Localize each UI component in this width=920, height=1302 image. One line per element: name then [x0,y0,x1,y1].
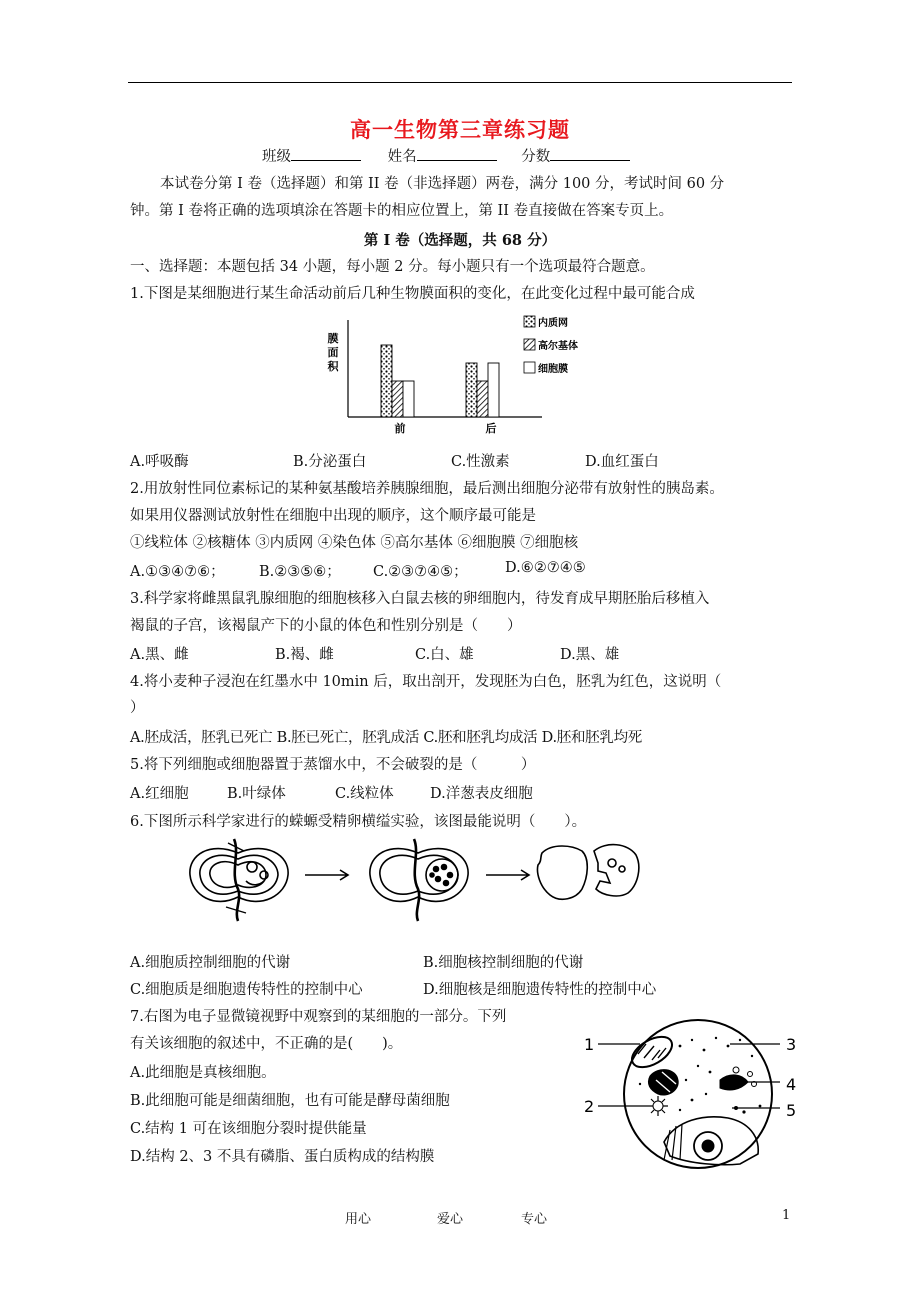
bar-after-series-3 [488,363,499,417]
bar-before-series-3 [403,381,414,417]
bar-after-series-2 [477,381,488,417]
q6-stem: 6.下图所示科学家进行的蝾螈受精卵横缢实验，该图最能说明（ ）。 [130,814,587,830]
q7-option-a[interactable]: A.此细胞是真核细胞。 [130,1065,276,1081]
q3-option-d[interactable]: D.黑、雄 [560,647,620,663]
arrow-1 [305,870,348,880]
page-title: 高一生物第三章练习题 [350,117,570,142]
footer-motto-1: 用心 [345,1212,372,1227]
section-heading: 第 I 卷（选择题，共 68 分） [363,232,557,249]
q1-option-a[interactable]: A.呼吸酶 [130,454,189,470]
q6-option-d[interactable]: D.细胞核是细胞遗传特性的控制中心 [423,982,657,998]
q6-option-b[interactable]: B.细胞核控制细胞的代谢 [423,955,584,971]
q6-option-c[interactable]: C.细胞质是细胞遗传特性的控制中心 [130,982,363,998]
bar-before-series-1 [381,345,392,417]
q1-option-c[interactable]: C.性激素 [451,454,510,470]
q3-option-a[interactable]: A.黑、雌 [130,647,189,663]
section-instructions: 一、选择题：本题包括 34 小题，每小题 2 分。每小题只有一个选项最符合题意。 [130,259,655,275]
q4-stem-2: ） [130,700,145,716]
chart-ylabel-3: 积 [327,360,339,373]
q7-cell-micrograph [580,1010,810,1180]
q7-option-d[interactable]: D.结构 2、3 不具有磷脂、蛋白质构成的结构膜 [130,1149,435,1165]
legend-swatch-golgi [524,339,535,350]
q3-stem-2: 褐鼠的子宫，该褐鼠产下的小鼠的体色和性别分别是（ ） [130,618,522,634]
q3-option-c[interactable]: C.白、雄 [415,647,474,663]
embryo-halves [538,845,639,900]
q5-option-a[interactable]: A.红细胞 [130,786,189,802]
q1-option-d[interactable]: D.血红蛋白 [585,454,659,470]
q7-stem-2: 有关该细胞的叙述中，不正确的是( )。 [130,1036,403,1052]
q1-stem: 1.下图是某细胞进行某生命活动前后几种生物膜面积的变化，在此变化过程中最可能合成 [130,286,695,302]
q3-option-b[interactable]: B.褐、雌 [275,647,334,663]
legend-swatch-er [524,316,535,327]
q2-option-a[interactable]: A.①③④⑦⑥； [130,564,225,580]
q6-newt-egg-figure [180,833,650,925]
legend-swatch-membrane [524,362,535,373]
q7-option-b[interactable]: B.此细胞可能是细菌细胞，也有可能是酵母菌细胞 [130,1093,450,1109]
q3-stem-1: 3.科学家将雌黑鼠乳腺细胞的细胞核移入白鼠去核的卵细胞内，待发育成早期胚胎后移植入 [130,591,710,607]
q2-option-c[interactable]: C.②③⑦④⑤； [373,564,468,580]
chart-category-after: 后 [485,422,497,435]
student-info-row [262,145,920,168]
class-blank[interactable] [291,145,361,161]
golgi-4 [720,1067,757,1090]
name-label: 姓名 [387,149,417,165]
egg-after-division [370,839,468,921]
legend-label-er: 内质网 [538,318,568,329]
figure-label-4: 4 [786,1075,797,1094]
chart-ylabel-2: 面 [327,346,339,359]
header-rule [128,82,792,83]
footer-motto-3: 专心 [521,1212,548,1227]
bar-after-series-1 [466,363,477,417]
legend-label-membrane: 细胞膜 [538,364,568,375]
class-label: 班级 [262,149,291,165]
q1-option-b[interactable]: B.分泌蛋白 [293,454,367,470]
q4-stem-1: 4.将小麦种子浸泡在红墨水中 10min 后，取出剖开，发现胚为白色，胚乳为红色，这说明（ [130,674,722,690]
q2-option-d[interactable]: D.⑥②⑦④⑤ [505,560,586,576]
q1-bar-chart [320,310,600,438]
q7-option-c[interactable]: C.结构 1 可在该细胞分裂时提供能量 [130,1121,367,1137]
figure-label-3: 3 [786,1035,797,1054]
q2-stem-1: 2.用放射性同位素标记的某种氨基酸培养胰腺细胞，最后测出细胞分泌带有放射性的胰岛素。 [130,481,724,497]
organelle-blob [648,1070,678,1095]
intro-line-2: 钟。第 I 卷将正确的选项填涂在答题卡的相应位置上，第 II 卷直接做在答案专页上。 [130,203,674,219]
intro-line-1: 本试卷分第 I 卷（选择题）和第 II 卷（非选择题）两卷，满分 100 分，考试时间 60 分 [160,176,725,192]
arrow-2 [486,870,529,880]
q2-option-b[interactable]: B.②③⑤⑥； [259,564,341,580]
figure-label-2: 2 [584,1097,595,1116]
legend-label-golgi: 高尔基体 [538,341,578,352]
footer-motto-2: 爱心 [437,1212,464,1227]
nucleus-region [664,1117,758,1165]
q4-options[interactable]: A.胚成活，胚乳已死亡 B.胚已死亡，胚乳成活 C.胚和胚乳均成活 D.胚和胚乳均死 [130,730,642,746]
score-label: 分数 [521,149,551,165]
q5-option-c[interactable]: C.线粒体 [335,786,394,802]
q2-items: ①线粒体 ②核糖体 ③内质网 ④染色体 ⑤高尔基体 ⑥细胞膜 ⑦细胞核 [130,535,579,551]
figure-label-1: 1 [584,1035,595,1054]
q7-stem-1: 7.右图为电子显微镜视野中观察到的某细胞的一部分。下列 [130,1009,507,1025]
q5-option-d[interactable]: D.洋葱表皮细胞 [430,786,533,802]
score-blank[interactable] [550,145,630,161]
footer-page-number: 1 [782,1208,791,1223]
q2-stem-2: 如果用仪器测试放射性在细胞中出现的顺序，这个顺序最可能是 [130,508,536,524]
name-blank[interactable] [417,145,497,161]
centriole-2 [648,1096,668,1116]
q5-option-b[interactable]: B.叶绿体 [227,786,286,802]
q6-option-a[interactable]: A.细胞质控制细胞的代谢 [130,955,291,971]
bar-before-series-2 [392,381,403,417]
chart-category-before: 前 [394,422,406,435]
egg-before-ligation [190,839,288,921]
chart-ylabel-1: 膜 [327,332,339,345]
figure-label-5: 5 [786,1101,797,1120]
q5-stem: 5.将下列细胞或细胞器置于蒸馏水中，不会破裂的是（ ） [130,757,536,773]
